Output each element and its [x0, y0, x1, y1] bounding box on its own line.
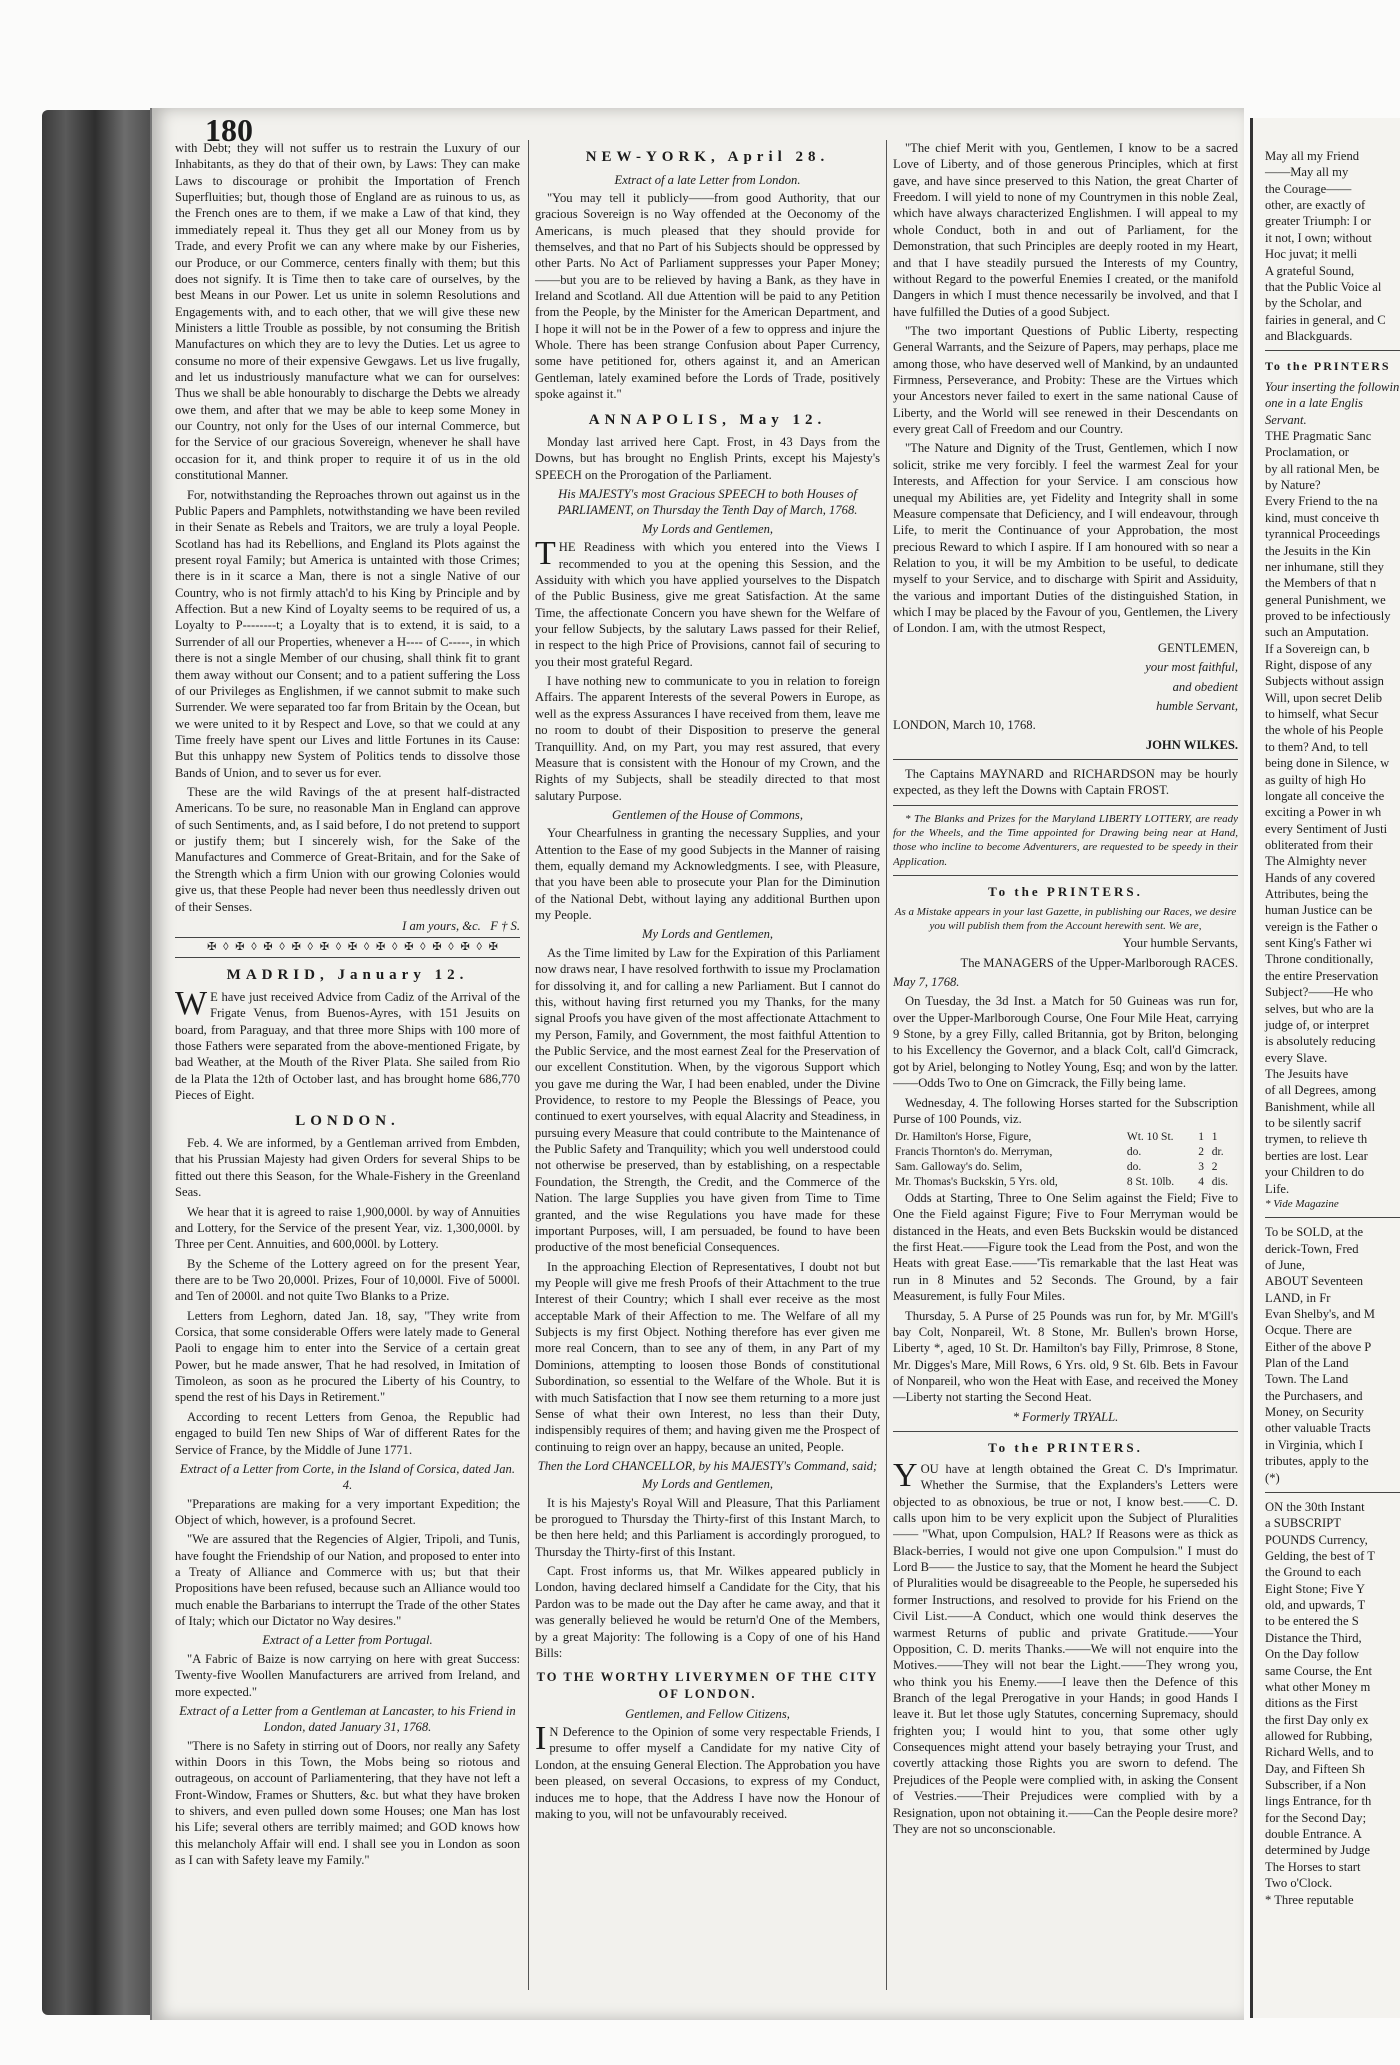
salutation: My Lords and Gentlemen, — [641, 521, 774, 536]
letter-intro: As a Mistake appears in your last Gazette, in publishing our Races, we desire you will publish them from the Account herewith sent. We are, — [894, 905, 1237, 933]
table-cell: 1 — [1198, 1131, 1204, 1144]
fragment-line: Day, and Fifteen Sh — [1265, 1761, 1365, 1776]
fragment-line: every Sentiment of Justi — [1265, 821, 1388, 836]
letter-heading: Extract of a late Letter from London. — [614, 172, 801, 187]
fragment-line: LAND, in Fr — [1265, 1290, 1331, 1305]
paragraph: "The two important Questions of Public Liberty, respecting General Warrants, and the Seizure of Papers, may perhaps, place me among those, who have deserved well of Mankind, by an undaunted Firmness, Perseverance, and Probity: These are the Virtues which your Ancestors never failed to exert in the same national Cause of Liberty, and the World will see renewed in their Descendants on every great Call of Freedom and our Country. — [893, 323, 1238, 437]
fragment-line: human Justice can be — [1265, 903, 1373, 918]
paragraph: As the Time limited by Law for the Expiration of this Parliament now draws near, I have resolved forthwith to issue my Proclamation for dissolving it, and for calling a new Parliament. But I cannot do this, without having first returned you my Thanks, for the many signal Proofs you have given of the most affectionate Attachment to my Person, Family, and Government, the most faithful Attention to the Public Service, and the most earnest Zeal for the Preservation of our excellent Constitution. When, by the vigorous Support which you gave me during the War, I had been enabled, under the Divine Providence, to restore to my People the Blessings of Peace, you continued to exert yourselves, with equal Alacrity and Steadiness, in pursuing every Measure that could contribute to the Maintenance of the Public Safety and Tranquility; which you well understood could not otherwise be preserved, than by establishing, on a respectable Foundation, the Strength, the Credit, and the Commerce of the Nation. The large Supplies you have given from Time to Time granted, and the wise Regulations you have made for these important Purposes, will, I am persuaded, be found to have been productive of the most beneficial Consequences. — [535, 945, 880, 1255]
fragment-line: May all my Friend — [1265, 149, 1360, 163]
column-rule — [886, 140, 887, 1990]
fragment-line: by Nature? — [1265, 478, 1321, 493]
ornament-rule: ✠ ◊ ✠ ◊ ✠ ◊ ✠ ◊ ✠ ◊ ✠ ◊ ✠ ◊ ✠ ◊ ✠ ◊ ✠ ◊ ✠ — [175, 937, 520, 957]
fragment-line: Banishment, while all — [1265, 1099, 1376, 1114]
footnote: * Vide Magazine — [1265, 1197, 1339, 1210]
fragment-line: Throne conditionally, — [1265, 952, 1374, 967]
fragment-line: the whole of his People — [1265, 723, 1384, 738]
fragment-line: Eight Stone; Five Y — [1265, 1581, 1365, 1596]
fragment-line: the first Day only ex — [1265, 1712, 1369, 1727]
annapolis-heading: ANNAPOLIS, May 12. — [588, 411, 827, 428]
fragment-line: ditions as the First — [1265, 1696, 1358, 1711]
fragment-line: to be silently sacrif — [1265, 1116, 1362, 1131]
footnote: * Formerly TRYALL. — [1012, 1409, 1119, 1424]
signoff-line: The MANAGERS of the Upper-Marlborough RACES. — [960, 955, 1238, 970]
table-row — [893, 1160, 1238, 1175]
table-cell: 8 St. 10lb. — [1126, 1176, 1175, 1189]
table-cell: do. — [1126, 1161, 1142, 1174]
fragment-line: vereign is the Father o — [1265, 919, 1378, 934]
fragment-line: Attributes, being the — [1265, 887, 1369, 902]
divider — [1265, 1217, 1400, 1218]
fragment-line: Ocque. There are — [1265, 1323, 1352, 1338]
fragment-line: If a Sovereign can, b — [1265, 641, 1370, 656]
fragment-line: Life. — [1265, 1181, 1290, 1196]
paragraph: "You may tell it publicly——from good Authority, that our gracious Sovereign is no Way offended at the Oeconomy of the Americans, is much pleased that they should provide for themselves, and that no Part of his Subjects should be oppressed by other Parts. No Act of Parliament suppresses your Paper Money;——but you are to be relieved by having a Bank, as they have in Ireland and Scotland. All due Attention will be paid to any Petition from the People, by the Minister for the American Department, and I hope it will not be in the Power of a few to oppress and injure the Whole. There has been strange Confusion about Paper Currency, some have petitioned for, others against it, and an American Gentleman, lately examined before the Lords of Trade, positively spoke against it." — [535, 190, 880, 402]
table-cell: dr. — [1211, 1146, 1224, 1159]
fragment-line: Right, dispose of any — [1265, 658, 1373, 673]
fragment-line: allowed for Rubbing, — [1265, 1728, 1373, 1743]
fragment-line: same Course, the Ent — [1265, 1663, 1373, 1678]
paragraph: Odds at Starting, Three to One Selim against the Field; Five to One the Field against Figure; Five to Four Merryman would be distanced in the Heats, and even Bets Buckskin would be distanced the first Heat.——Figure took the Lead from the Post, and won the Heats with great Ease.——'Tis remarkable that the last Heat was run in 8 Minutes and 52 Seconds. The Ground, by a fair Measurement, is fully Four Miles. — [893, 1191, 1238, 1304]
fragment-line: other, are exactly of — [1265, 198, 1366, 213]
salutation: Gentlemen, and Fellow Citizens, — [625, 1706, 790, 1721]
fragment-line: Your inserting the followin — [1265, 379, 1400, 394]
paragraph: Letters from Leghorn, dated Jan. 18, say, "They write from Corsica, that some considerable Offers were lately made to General Paoli to engage him to enter into the Service of a certain great Power, but he made answer, That he had resolved, in Imitation of Timoleon, as soon as he procured the Liberty of his Country, to spend the rest of his Days in Retirement." — [175, 1308, 520, 1405]
fragment-line: such an Amputation. — [1265, 625, 1369, 640]
table-row — [893, 1175, 1238, 1190]
fragment-line: Subject?——He who — [1265, 985, 1374, 1000]
fragment-line: the Members of that n — [1265, 576, 1377, 591]
signoff-line: your most faithful, — [1145, 660, 1238, 675]
salutation: Then the Lord CHANCELLOR, by his MAJESTY's Command, said; — [537, 1458, 878, 1473]
fragment-line: lings Entrance, for th — [1265, 1794, 1372, 1809]
fragment-line: Two o'Clock. — [1265, 1876, 1333, 1891]
fragment-line: for the Second Day; — [1265, 1810, 1367, 1825]
book-binding — [42, 110, 160, 2015]
fragment-line: tributes, apply to the — [1265, 1454, 1369, 1469]
fragment-line: trymen, to relieve th — [1265, 1132, 1368, 1147]
fragment-line: to himself, what Secur — [1265, 707, 1379, 722]
paragraph: Thursday, 5. A Purse of 25 Pounds was run for, by Mr. M'Gill's bay Colt, Nonpareil, Wt. 8 Stone, Mr. Bullen's brown Horse, Liberty *, aged, 10 St. Dr. Hamilton's bay Filly, Primrose, 8 Stone, Mr. Digges's Mare, Mill Rows, 6 Yrs. old, 9 St. 6lb. Bets in Favour of Nonpareil, who won the Heat with Ease, and received the Money—Liberty not starting the Second Heat. — [893, 1308, 1238, 1405]
fragment-line: tyrannical Proceedings — [1265, 527, 1381, 542]
fragment-line: Town. The Land — [1265, 1372, 1349, 1387]
printers-heading: To the PRINTERS — [1265, 359, 1391, 374]
fragment-line: Hoc juvat; it melli — [1265, 247, 1357, 262]
column-1 — [175, 140, 520, 1995]
table-cell: Wt. 10 St. — [1126, 1131, 1174, 1144]
fragment-line: and Blackguards. — [1265, 328, 1353, 343]
paragraph: Feb. 4. We are informed, by a Gentleman arrived from Embden, that his Prussian Majesty had given Orders for several Ships to be fitted out there this Season, for the Whale-Fishery in the Greenland Seas. — [175, 1136, 520, 1200]
paragraph: These are the wild Ravings of the at present half-distracted Americans. To be sure, no reasonable Man in England can approve of such Sentiments, and, as I said before, I do not pretend to support or justify them; but I sincerely wish, for the Sake of the Manufactures and Commerce of Great-Britain, and for the Sake of the Strength which a firm Union with our growing Colonies would give us, that these People had never been thus needlessly driven out of their Senses. — [175, 785, 520, 914]
fragment-line: the entire Preservation — [1265, 968, 1379, 983]
paragraph: We hear that it is agreed to raise 1,900,000l. by way of Annuities and Lottery, for the Service of the present Year, viz. 1,300,000l. by Three per Cent. Annuities, and 600,000l. by Lottery. — [175, 1204, 520, 1252]
london-heading: LONDON. — [295, 1112, 400, 1129]
fragment-line: Servant. — [1265, 412, 1307, 427]
fragment-line: old, and upwards, T — [1265, 1598, 1366, 1613]
signoff — [175, 918, 520, 934]
paragraph: IN Deference to the Opinion of some very respectable Friends, I presume to offer myself a Candidate for my native City of London, at the ensuing General Election. The Approbation you have been pleased, on several Occasions, to express of my Conduct, induces me to hope, that the Address I have now the Honour of making to you, will not be unfavourably received. — [535, 1720, 880, 1821]
fragment-line: Subscriber, if a Non — [1265, 1778, 1366, 1793]
paragraph: The Captains MAYNARD and RICHARDSON may be hourly expected, as they left the Downs with Captain FROST. — [893, 766, 1238, 798]
fragment-line: determined by Judge — [1265, 1843, 1370, 1858]
fragment-line: (*) — [1265, 1470, 1280, 1485]
fragment-line: judge of, or interpret — [1265, 1017, 1370, 1032]
fragment-line: Distance the Third, — [1265, 1630, 1362, 1645]
madrid-heading: MADRID, January 12. — [226, 966, 469, 983]
column-3 — [893, 140, 1238, 1995]
fragment-line: of all Degrees, among — [1265, 1083, 1377, 1098]
fragment-line: Subjects without assign — [1265, 674, 1384, 689]
dateline-date: March 10, 1768. — [952, 718, 1036, 733]
table-cell: Francis Thornton's do. Merryman, — [895, 1146, 1053, 1159]
paragraph: YOU have at length obtained the Great C. D's Imprimatur. Whether the Surmise, that the Explanders's Letters were objected to as obnoxious, be true or not, I know best.——C. D. calls upon him to be very explicit upon the Subject of Pluralities—— "What, upon Compulsion, HAL? If Reasons were as thick as Black-berries, I would not give one upon Compulsion." I must do Lord B—— the Justice to say, that the Moment he heard the Subject of Pluralities would be disagreeable to the People, he superseded his former Instructions, and resolved to provide for his Friend on the Civil List.——A Conduct, which one would think deserves the warmest Returns of public and private Gratitude.——Your Opposition, C. D. merits Thanks.——We will not enquire into the Motives.——They will not bear the Light.——They wrong you, who think you his Enemy.——I leave then the Defence of this Branch of the legal Prerogative in your Hands; in good Hands I leave it. But let those ugly Statutes, concerning Supremacy, should frighten you; I would hint to you, that some other ugly Consequences might attend your basely betraying your Trust, and covertly attacking those Rights you are sworn to defend. The Prejudices of the People were complied with, in asking the Consent of Vestries.——Their Prejudices were complied with by a Resignation, upon not obtaining it.——Can the People desire more? They are not so unconscionable. — [893, 1456, 1238, 1836]
signoff-gentlemen: GENTLEMEN, — [1157, 640, 1238, 655]
madrid-article: WE have just received Advice from Cadiz of the Arrival of the Frigate Venus, from Buenos-Ayres, with 151 Jesuits on board, from Paraguay, and that three more Ships with 100 more of those Fathers were separated from the above-mentioned Frigate, by bad Weather, at the Mouth of the River Plata. She sailed from Rio de la Plata the 12th of October last, and has brought home 686,770 Pieces of Eight. — [175, 985, 520, 1103]
fragment-line: The Jesuits have — [1265, 1067, 1349, 1081]
fragment-line: by the Scholar, and — [1265, 296, 1362, 311]
table-cell: 2 — [1198, 1146, 1204, 1159]
table-cell: Sam. Galloway's do. Selim, — [895, 1161, 1023, 1174]
fragment-line: berties are lost. Lear — [1265, 1148, 1368, 1163]
table-cell: Mr. Thomas's Buckskin, 5 Yrs. old, — [895, 1176, 1058, 1189]
fragment-line: double Entrance. A — [1265, 1827, 1362, 1842]
fragment-line: Either of the above P — [1265, 1339, 1372, 1354]
fragment-line: ——May all my — [1265, 165, 1349, 180]
fragment-line: kind, must conceive th — [1265, 510, 1380, 525]
table-row — [893, 1145, 1238, 1160]
fragment-line: to them? And, to tell — [1265, 739, 1369, 754]
fragment-line: ABOUT Seventeen — [1265, 1274, 1364, 1289]
signoff-line: and obedient — [1172, 679, 1238, 694]
dateline-place: LONDON, — [893, 718, 950, 733]
fragment-line: POUNDS Currency, — [1265, 1532, 1368, 1547]
race-results-table — [893, 1130, 1238, 1190]
fragment-block — [1265, 1499, 1400, 1908]
paragraph: By the Scheme of the Lottery agreed on for the present Year, there are to be Two 20,000l. Prizes, Four of 10,000l. Five of 5000l. and Ten of 2000l. and not quite Two Blanks to a Prize. — [175, 1256, 520, 1304]
fragment-line: every Slave. — [1265, 1050, 1328, 1065]
signoff-text: I am yours, &c. — [402, 918, 481, 933]
paragraph: "There is no Safety in stirring out of Doors, nor really any Safety within Doors in this Town, the Mobs being so riotous and outrageous, on account of Parliamentering, that they have not left a Front-Window, Frames or Shutters, &c. but what they have broken to shivers, and even pulled down some Houses; one Man has lost his Life; several others are terribly maimed; and GOD knows how this melancholy Affair will end. I shall see you in London as soon as I can with Safety leave my Family." — [175, 1738, 520, 1868]
liverymen-heading: TO THE WORTHY LIVERYMEN OF THE CITY OF LONDON. — [536, 1670, 879, 1701]
fragment-line: in Virginia, which I — [1265, 1437, 1364, 1452]
fragment-line: being done in Silence, w — [1265, 756, 1390, 771]
letter-heading: Extract of a Letter from a Gentleman at Lancaster, to his Friend in London, dated January 31, 1768. — [179, 1703, 516, 1735]
fragment-line: fairies in general, and C — [1265, 312, 1386, 327]
fragment-line: other valuable Tracts — [1265, 1421, 1371, 1436]
fragment-line: Will, upon secret Delib — [1265, 690, 1383, 705]
fragment-line: derick-Town, Fred — [1265, 1241, 1359, 1256]
paragraph: "We are assured that the Regencies of Algier, Tripoli, and Tunis, have fought the Friendship of our Nation, and proposed to enter into a Treaty of Alliance and Commerce with us; but that their Propositions have been refused, because such an Alliance would too much enable the Barbarians to interrupt the Trade of the other States of Italy; which our Dictator no Way desires." — [175, 1532, 520, 1629]
fragment-line: to be entered the S — [1265, 1614, 1359, 1629]
table-cell: Dr. Hamilton's Horse, Figure, — [895, 1131, 1032, 1144]
adjacent-page — [1250, 118, 1400, 2018]
paragraph: For, notwithstanding the Reproaches thrown out against us in the Public Papers and Pamphlets, notwithstanding we have been reviled in their Senate as Rebels and Traitors, we are truly a loyal People. Scotland has had its Rebellions, and England its Plots against the present royal Family; but America is untainted with those Crimes; there is in it scarce a Man, there is not a single Native of our Country, who is not firmly attach'd to his King by Principle and by Affection. But a new Kind of Loyalty seems to be required of us, a Loyalty to P--------t; a Loyalty that is to extend, it is said, to a Surrender of all our Properties, whenever a H---- of C-----, in which there is not a single Member of our chusing, shall think fit to grant them away without our Consent; and to a patient suffering the Loss of our Privileges as Englishmen, if we cannot submit to make such Surrender. We were separated too far from Britain by the Ocean, but we were united to it by Respect and Love, so that we could at any Time freely have spent our Lives and little Fortunes in its Cause: But this unhappy new System of Politics tends to dissolve those Bands of Union, and to sever us for ever. — [175, 487, 520, 780]
fragment-line: Richard Wells, and to — [1265, 1745, 1374, 1760]
fragment-line: is absolutely reducing — [1265, 1034, 1376, 1049]
fragment-line: a SUBSCRIPT — [1265, 1516, 1341, 1531]
signoff-line: humble Servant, — [1156, 698, 1238, 713]
fragment-line: the Jesuits in the Kin — [1265, 543, 1371, 558]
fragment-line: Hands of any covered — [1265, 870, 1376, 885]
table-cell: do. — [1126, 1146, 1142, 1159]
paragraph: Monday last arrived here Capt. Frost, in 43 Days from the Downs, but has brought no English Prints, except his Majesty's SPEECH on the Prorogation of the Parliament. — [535, 435, 880, 482]
fragment-line: Evan Shelby's, and M — [1265, 1306, 1376, 1321]
adjacent-column — [1253, 118, 1400, 2003]
fragment-line: Money, on Security — [1265, 1405, 1364, 1420]
signoff-line: Your humble Servants, — [1122, 936, 1238, 951]
paragraph: with Debt; they will not suffer us to restrain the Luxury of our Inhabitants, as they do that of their own, by Laws: They can make Laws to discourage or prohibit the Importation of French Superfluities; but, though those of England are as ruinous to us, as the French ones are to them, if we make a Law of that kind, they immediately repeal it. Thus they get all our Money from us by Trade, and every Profit we can any where make by our Fisheries, our Produce, or our Commerce, centers finally with them; but this does not signify. It is Time then to take care of ourselves, by the best Means in our Power. Let us unite in solemn Resolutions and Engagements with, and to each other, that we will give these new Ministers a little Trouble as possible, by not consuming the British Manufactures on which they are to levy the Duties. Let us agree to consume no more of their expensive Gewgaws. Let us live frugally, and let us industriously manufacture what we can for ourselves: Thus we shall be able honourably to discharge the Debts we already owe them, and after that we may be able to keep some Money in our Country, not only for the Uses of our internal Commerce, but for the Service of our gracious Sovereign, whenever he shall have occasion for it, and think proper to require it of us in the old constitutional Manner. — [175, 141, 520, 483]
paragraph: "The Nature and Dignity of the Trust, Gentlemen, which I now solicit, strike me very forcibly. I feel the warmest Zeal for your Interests, and Affection for your Service. I am conscious how unequal my Abilities are, yet Fidelity and Integrity shall in some Measure compensate that Deficiency, and I will endeavour, through Life, to merit the Continuance of your Approbation, the most precious Reward to which I aspire. If I am honoured with so near a Relation to you, it will be my Ambition to be useful, to dedicate myself to your Service, and to discharge with Spirit and Assiduity, the various and important Duties of the distinguished Station, in which I may be placed by the Favour of you, Gentlemen, the Livery of London. I am, with the utmost Respect, — [893, 441, 1238, 636]
fragment-line: by all rational Men, be — [1265, 461, 1380, 476]
table-cell: 2 — [1211, 1161, 1218, 1174]
fragment-line: Every Friend to the na — [1265, 494, 1378, 509]
paragraph: Capt. Frost informs us, that Mr. Wilkes appeared publicly in London, having declared himself a Candidate for the City, that his Pardon was to be made out the Day after he came away, and that it was generally believed he would be return'd One of the Members, by a great Majority: The following is a Copy of one of his Hand Bills: — [535, 1564, 880, 1660]
salutation: My Lords and Gentlemen, — [641, 1477, 774, 1492]
fragment-line: * Three reputable — [1265, 1892, 1354, 1907]
fragment-line: ON the 30th Instant — [1265, 1499, 1365, 1514]
divider — [1265, 350, 1400, 351]
fragment-block — [1265, 148, 1400, 344]
letter-heading: Extract of a Letter from Portugal. — [262, 1633, 433, 1648]
fragment-line: The Almighty never — [1265, 854, 1367, 869]
divider — [893, 805, 1238, 806]
paragraph: It is his Majesty's Royal Will and Pleasure, That this Parliament be prorogued to Thursday the Thirty-first of this Instant March, to be then here held; and this Parliament is accordingly prorogued, to Thursday the Thirty-first of this Instant. — [535, 1495, 880, 1559]
fragment-line: one in a late Englis — [1265, 396, 1363, 411]
fragment-line: the Ground to each — [1265, 1565, 1362, 1580]
fragment-line: A grateful Sound, — [1265, 263, 1355, 278]
fragment-line: selves, but who are la — [1265, 1001, 1374, 1016]
column-rule — [528, 140, 529, 1990]
paragraph: On Tuesday, the 3d Inst. a Match for 50 Guineas was run for, over the Upper-Marlborough Course, One Four Mile Heat, carrying 9 Stone, by a grey Filly, called Britannia, got by Briton, belonging to his Excellency the Governor, and a black Colt, call'd Gimcrack, got by Ariel, belonging to Notley Young, Esq; and won by the latter.——Odds Two to One on Gimcrack, the Filly being lame. — [893, 994, 1238, 1091]
table-cell: 3 — [1198, 1161, 1204, 1174]
fragment-line: that the Public Voice al — [1265, 279, 1382, 294]
table-cell: 1 — [1211, 1131, 1218, 1144]
fragment-line: exciting a Power in wh — [1265, 805, 1382, 820]
fragment-line: it not, I own; without — [1265, 230, 1372, 245]
fragment-line: To be SOLD, at the — [1265, 1225, 1364, 1240]
column-2 — [535, 140, 880, 1995]
fragment-line: Gelding, the best of T — [1265, 1549, 1375, 1563]
paragraph: "A Fabric of Baize is now carrying on here with great Success: Twenty-five Woollen Manufacturers are arrived from Ireland, and more expected." — [175, 1651, 520, 1699]
fragment-line: On the Day follow — [1265, 1647, 1360, 1662]
paragraph: "Preparations are making for a very important Expedition; the Object of which, however, is a profound Secret. — [175, 1496, 520, 1527]
paragraph: I have nothing new to communicate to you in relation to foreign Affairs. The apparent Interests of the several Powers in Europe, as well as the express Assurances I have received from them, leave me no room to doubt of their Disposition to preserve the general Tranquillity. And, on my Part, you may rest assured, that every Measure that is consistent with the Honour of my Crown, and the Rights of my Subjects, shall be steadily directed to that most salutary Purpose. — [535, 674, 880, 803]
fragment-line: Plan of the Land — [1265, 1356, 1349, 1371]
fragment-line: general Punishment, we — [1265, 592, 1386, 607]
divider — [893, 875, 1238, 876]
table-cell: 4 — [1198, 1176, 1204, 1189]
dateline — [893, 717, 1238, 733]
paragraph: Wednesday, 4. The following Horses started for the Subscription Purse of 100 Pounds, viz. — [893, 1095, 1238, 1126]
salutation: Gentlemen of the House of Commons, — [612, 807, 803, 822]
fragment-line: Proclamation, or — [1265, 445, 1349, 460]
fragment-line: the Purchasers, and — [1265, 1388, 1363, 1403]
table-cell: dis. — [1211, 1176, 1229, 1189]
fragment-line: sent King's Father wi — [1265, 936, 1372, 951]
paragraph: "The chief Merit with you, Gentlemen, I know to be a sacred Love of Liberty, and of those generous Principles, which at first gave, and have since preserved to this Nation, the great Charter of Freedom. I will yield to none of my Countrymen in this noble Zeal, which have always characterized Englishmen. I will appeal to my whole Conduct, both in and out of Parliament, for the Demonstration, that such Principles are deeply rooted in my Heart, and that I have steadily pursued the Interests of my Country, without Regard to the powerful Enemies I created, or the manifold Dangers in which I must thence necessarily be involved, and that I have fulfilled the Duties of a good Subject. — [893, 141, 1238, 319]
signoff-initials: F † S. — [490, 918, 520, 933]
divider — [893, 759, 1238, 760]
fragment-line: longate all conceive the — [1265, 788, 1385, 803]
salutation: My Lords and Gentlemen, — [641, 927, 774, 942]
fragment-line: the Courage—— — [1265, 181, 1352, 196]
paragraph: In the approaching Election of Representatives, I doubt not but my People will give me fresh Proofs of their Attachment to the true Interest of their Country; which I shall ever receive as the most acceptable Mark of their Affection to me. The Welfare of all my Subjects is my first Object. Nothing therefore has ever given me more real Concern, than to see any of them, in any Part of my Dominions, attempting to loosen those Bonds of constitutional Subordination, so essential to the Welfare of the Whole. But it is with much Satisfaction that I now see them returning to a more just Sense of what their own Interest, no less than their Duty, indispensibly requires of them; and having given me the Prospect of continuing to reign over an happy, because an united, People. — [535, 1259, 880, 1454]
divider — [1265, 1492, 1400, 1493]
fragment-line: your Children to do — [1265, 1165, 1364, 1180]
printers-heading: To the PRINTERS. — [988, 1440, 1143, 1456]
fragment-line: ner inhumane, still they — [1265, 559, 1384, 574]
speech-title: His MAJESTY's most Gracious SPEECH to both Houses of PARLIAMENT, on Thursday the Tenth Day of March, 1768. — [557, 487, 858, 518]
fragment-line: as guilty of high Ho — [1265, 772, 1366, 787]
fragment-block — [1265, 379, 1400, 428]
paragraph: According to recent Letters from Genoa, the Republic had engaged to build Ten new Ships of War of different Rates for the Service of France, by the Middle of June 1771. — [175, 1409, 520, 1457]
fragment-line: THE Pragmatic Sanc — [1265, 428, 1372, 443]
fragment-line: greater Triumph: I or — [1265, 214, 1371, 229]
lottery-notice: * The Blanks and Prizes for the Maryland LIBERTY LOTTERY, are ready for the Wheels, and the Time appointed for Drawing being near at Hand, those who incline to become Adventurers, are requested to be speedy in their Application. — [893, 812, 1238, 868]
page-number: 180 — [205, 112, 253, 148]
fragment-block — [1265, 1224, 1400, 1486]
fragment-line: of June, — [1265, 1257, 1305, 1272]
table-row — [893, 1130, 1238, 1145]
fragment-line: The Horses to start — [1265, 1859, 1361, 1874]
dateline-date: May 7, 1768. — [893, 975, 960, 990]
new-york-heading: NEW-YORK, April 28. — [585, 149, 830, 165]
fragment-block — [1265, 428, 1400, 1197]
fragment-line: what other Money m — [1265, 1679, 1371, 1694]
fragment-line: obliterated from their — [1265, 837, 1373, 852]
fragment-line: proved to be infectiously — [1265, 608, 1391, 623]
paragraph: THE Readiness with which you entered into the Views I recommended to you at the opening this Session, and the Assiduity with which you have applied yourselves to the Dispatch of the Public Business, give me great Satisfaction. At the same Time, the affectionate Concern you have shewn for the Welfare of your fellow Subjects, by the salutary Laws passed for their Relief, in respect to the high Price of Provisions, cannot fail of securing to you their most grateful Regard. — [535, 535, 880, 669]
paragraph: Your Chearfulness in granting the necessary Supplies, and your Attention to the Ease of my good Subjects in the Manner of raising them, equally demand my Acknowledgments. I see, with Pleasure, that you have been able to prosecute your Plan for the Diminution of the National Debt, without laying any additional Burthen upon my People. — [535, 826, 880, 923]
letter-heading: Extract of a Letter from Corte, in the Island of Corsica, dated Jan. 4. — [180, 1461, 515, 1493]
printers-heading: To the PRINTERS. — [988, 883, 1143, 899]
divider — [893, 1431, 1238, 1432]
signature-name: JOHN WILKES. — [1145, 737, 1238, 752]
